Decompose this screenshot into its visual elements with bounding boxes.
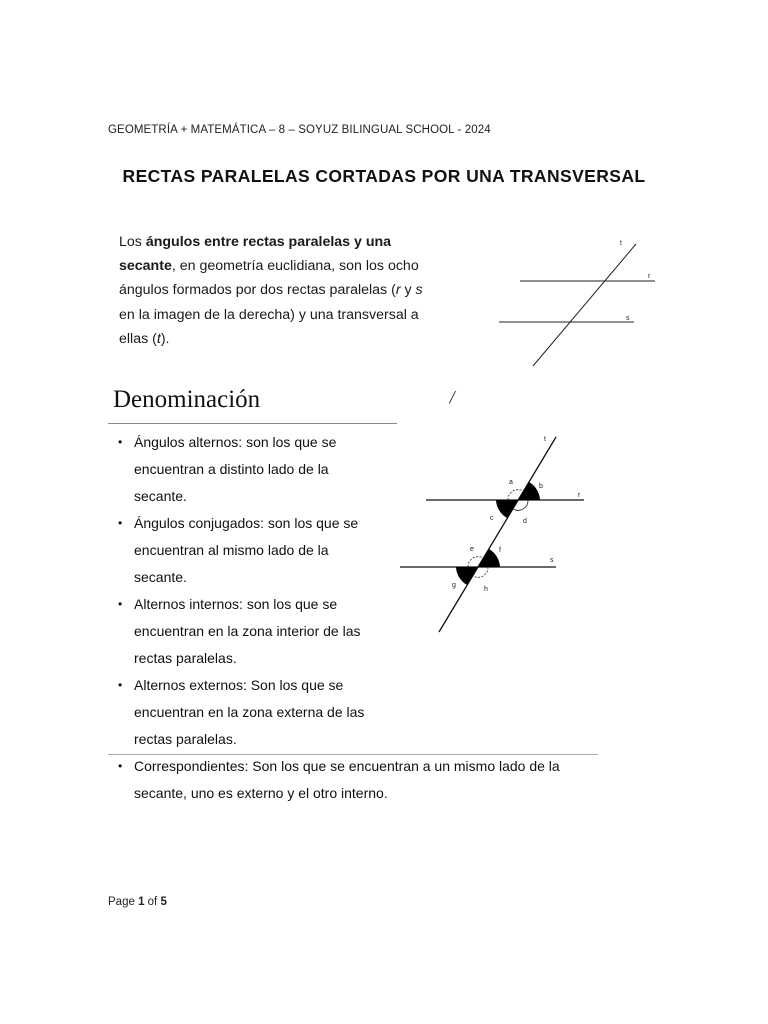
angle-label-h: h bbox=[484, 586, 488, 593]
parallel-lines-figure bbox=[499, 240, 655, 366]
angle-label-e: e bbox=[470, 546, 474, 553]
footer-middle: of bbox=[144, 896, 161, 908]
section-bottom-rule bbox=[108, 754, 598, 755]
list-item-text: Alternos internos: son los que se encuentran en la zona interior de las rectas paralelas. bbox=[134, 596, 361, 666]
intro-bold-term: ángulos entre rectas paralelas y una secante bbox=[119, 234, 392, 275]
angle-label-c: c bbox=[490, 515, 494, 522]
intro-text-3: y bbox=[400, 282, 416, 299]
transversal-line-t bbox=[533, 244, 636, 366]
angle-label-f: f bbox=[499, 547, 501, 554]
definition-list bbox=[118, 429, 618, 807]
bullet-icon: • bbox=[118, 435, 123, 449]
bullet-icon: • bbox=[118, 678, 123, 692]
angles-label-t: t bbox=[544, 436, 546, 443]
footer-total-pages: 5 bbox=[160, 896, 167, 908]
label-t-top: t bbox=[620, 240, 622, 247]
list-item-text: Ángulos alternos: son los que se encuentran a distinto lado de la secante. bbox=[134, 434, 337, 504]
angle-label-d: d bbox=[523, 518, 527, 525]
running-header: GEOMETRÍA + MATEMÁTICA – 8 – SOYUZ BILINGUAL SCHOOL - 2024 bbox=[108, 124, 491, 136]
list-item bbox=[118, 672, 618, 753]
list-item bbox=[118, 753, 618, 807]
footer-current-page: 1 bbox=[138, 896, 145, 908]
list-item bbox=[118, 510, 618, 591]
angle-label-g: g bbox=[452, 582, 456, 589]
intro-text-1: Los bbox=[119, 234, 146, 250]
page-footer bbox=[108, 896, 167, 908]
intro-var-t: t bbox=[156, 330, 161, 347]
angle-label-b: b bbox=[539, 483, 543, 490]
intro-text-5: ). bbox=[160, 330, 170, 347]
list-item bbox=[118, 429, 618, 510]
angles-label-r: r bbox=[578, 492, 581, 499]
intro-var-s: s bbox=[415, 282, 423, 299]
section-heading: Denominación bbox=[113, 386, 261, 413]
bullet-icon: • bbox=[118, 516, 123, 530]
document-title: RECTAS PARALELAS CORTADAS POR UNA TRANSVERSAL bbox=[122, 166, 646, 186]
heading-rule bbox=[108, 423, 397, 424]
footer-prefix: Page bbox=[108, 896, 139, 908]
stray-mark: / bbox=[448, 386, 457, 409]
list-item-text: Alternos externos: Son los que se encuentran en la zona externa de las rectas paralelas. bbox=[134, 677, 365, 747]
label-r-top: r bbox=[648, 273, 651, 280]
list-item-text: Correspondientes: Son los que se encuentran a un mismo lado de la secante, uno es externo y el otro interno. bbox=[134, 758, 560, 801]
intro-var-r: r bbox=[395, 282, 401, 299]
intro-text-2: , en geometría euclidiana, son los ocho ángulos formados por dos rectas paralelas ( bbox=[119, 258, 419, 299]
bullet-icon: • bbox=[118, 597, 123, 611]
angle-label-a: a bbox=[509, 479, 513, 486]
label-s-top: s bbox=[626, 315, 630, 322]
bullet-icon: • bbox=[118, 759, 123, 773]
angles-label-s: s bbox=[550, 557, 554, 564]
intro-text-4: en la imagen de la derecha) y una transversal a ellas ( bbox=[119, 306, 419, 347]
list-item bbox=[118, 591, 618, 672]
list-item-text: Ángulos conjugados: son los que se encuentran al mismo lado de la secante. bbox=[134, 515, 359, 585]
